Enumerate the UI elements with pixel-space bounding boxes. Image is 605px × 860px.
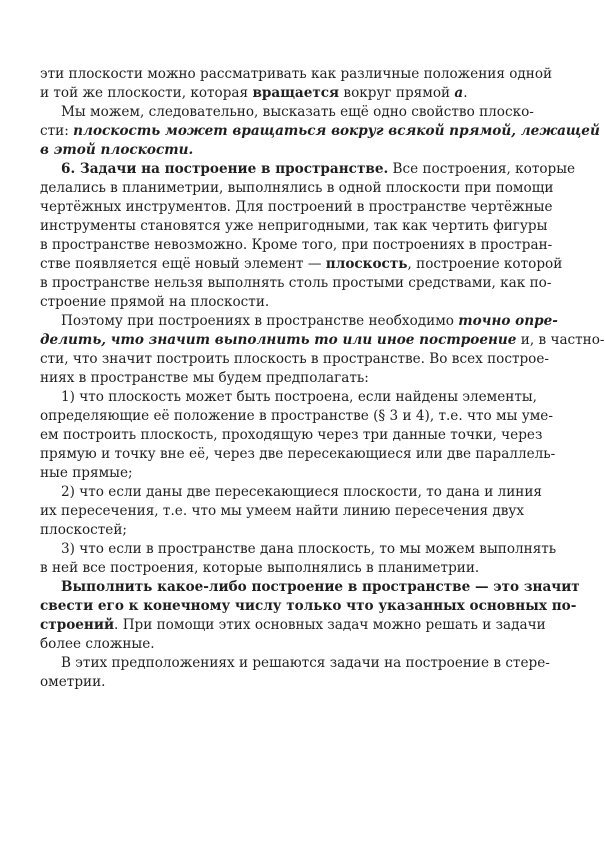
text-line: в ней все построения, которые выполнялись в планиметрии. [40, 560, 480, 576]
text-line: и той же плоскости, которая вращается вокруг прямой a. [40, 85, 468, 101]
text-line: делить, что значит выполнить то или иное построение и, в частно- [40, 332, 605, 348]
text-line: прямую и точку вне её, через две пересекающиеся или две параллель- [40, 446, 556, 462]
text-line: чертёжных инструментов. Для построений в пространстве чертёжные [40, 199, 553, 215]
text-line: определяющие её положение в пространстве (§ 3 и 4), т.е. что мы уме- [40, 408, 553, 424]
text-line: ные прямые; [40, 465, 133, 481]
text-line: Выполнить какое-либо построение в пространстве — это значит [61, 579, 580, 595]
text-line: ем построить плоскость, проходящую через три данные точки, через [40, 427, 543, 443]
list-item: 1) что плоскость может быть построена, если найдены элементы, [61, 389, 537, 405]
text-line: эти плоскости можно рассматривать как различные положения одной [40, 66, 553, 82]
text-line: делались в планиметрии, выполнялись в одной плоскости при помощи [40, 180, 554, 196]
text-line: стве появляется ещё новый элемент — плоскость, построение которой [40, 256, 563, 272]
text-line: в пространстве невозможно. Кроме того, при построениях в простран- [40, 237, 553, 253]
text-line: их пересечения, т.е. что мы умеем найти линию пересечения двух [40, 503, 525, 519]
text-line: ниях в пространстве мы будем предполагать: [40, 370, 369, 386]
text-line: строений. При помощи этих основных задач можно решать и задачи [40, 617, 546, 633]
text-line: свести его к конечному числу только что указанных основных по- [40, 598, 577, 614]
text-line: в пространстве нельзя выполнять столь простыми средствами, как по- [40, 275, 552, 291]
text-line: сти: плоскость может вращаться вокруг всякой прямой, лежащей [40, 123, 600, 139]
list-item: 2) что если даны две пересекающиеся плоскости, то дана и линия [61, 484, 542, 500]
text-line: плоскостей; [40, 522, 127, 538]
text-line: В этих предположениях и решаются задачи на построение в стере- [61, 655, 550, 671]
list-item: 3) что если в пространстве дана плоскость, то мы можем выполнять [61, 541, 557, 557]
text-line: Мы можем, следовательно, высказать ещё одно свойство плоско- [61, 104, 534, 120]
text-line: Поэтому при построениях в пространстве необходимо точно опре- [61, 313, 558, 329]
section-6-heading: 6. Задачи на построение в пространстве. [61, 161, 389, 177]
section-6-heading-line: 6. Задачи на построение в пространстве. Все построения, которые [61, 161, 576, 177]
text-line: в этой плоскости. [40, 142, 194, 158]
text-line: строение прямой на плоскости. [40, 294, 270, 310]
text-line: ометрии. [40, 674, 106, 690]
text-line: инструменты становятся уже непригодными, так как чертить фигуры [40, 218, 548, 234]
text-line: сти, что значит построить плоскость в пространстве. Во всех построе- [40, 351, 550, 367]
text-line: более сложные. [40, 636, 155, 652]
